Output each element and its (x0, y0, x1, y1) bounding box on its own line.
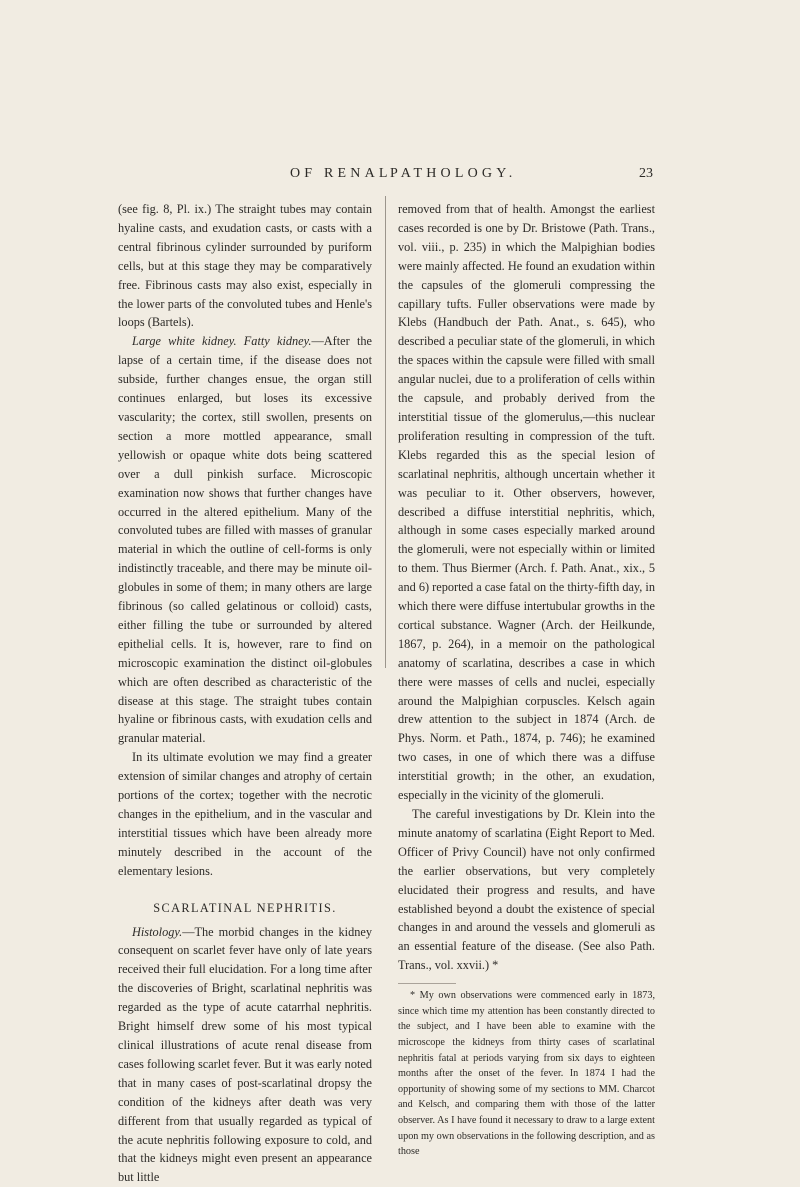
right-column (398, 200, 655, 1160)
section-heading: SCARLATINAL NEPHRITIS. (153, 900, 337, 915)
paragraph-body: —The morbid changes in the kidney consequent on scarlet fever have only of late years received their full elucidation. For a long time after the discoveries of Bright, scarlatinal nephritis was regarded as the type of acute catarrhal nephritis. Bright himself drew some of his most typical clinical illustrations of acute renal disease from cases following scarlet fever. But it was early noted that in many cases of post-scarlatinal dropsy the condition of the kidneys after death was very different from that usually regarded as typical of the acute nephritis following exposure to cold, and that the kidneys might even present an appearance but little (118, 924, 372, 1185)
paragraph: In its ultimate evolution we may find a greater extension of similar changes and atrophy of certain portions of the cortex; together with the necrotic changes in the epithelium, and in the vascular and interstitial tissues which have been already more minutely described in the account of the elementary lesions. (118, 750, 372, 878)
page-number: 23 (639, 166, 653, 181)
paragraph-lead: Histology. (132, 924, 183, 939)
paragraph-body: —After the lapse of a certain time, if the disease does not subside, further changes ensue, the organ still continues enlarged, but loses its excessive vascularity; the cortex, still swollen, presents on section a more mottled appearance, small yellowish or opaque white dots being scattered over a dull pinkish surface. Microscopic examination now shows that further changes have occurred in the altered epithelium. Many of the convoluted tubes are filled with masses of granular material in which the outline of cell-forms is only indistinctly traceable, and there may be minute oil-globules in some of them; in many others are large fibrinous (so called gelatinous or colloid) casts, either filling the tube or surrounded by altered epithelial cells. It is, however, rare to find on microscopic examination the distinct oil-globules which are often described as characteristic of the disease at this stage. The straight tubes contain hyaline or fibrinous casts, with exudation cells and granular material. (118, 334, 372, 746)
running-header-right: PATHOLOGY. (390, 166, 517, 181)
running-header-left: OF RENAL (290, 166, 392, 181)
footnote-rule (398, 983, 456, 984)
paragraph: removed from that of health. Amongst the earliest cases recorded is one by Dr. Bristowe (Path. Trans., vol. viii., p. 235) in which the Malpighian bodies were mainly affected. He found an exudation within the capsules of the glomeruli compressing the capillary tufts. Fuller observations were made by Klebs (Handbuch der Path. Anat., s. 645), who described a peculiar state of the glomeruli, in which the spaces within the capsule were filled with small angular nuclei, due to a proliferation of cells within the capsule, and probably derived from the interstitial tissue of the glomerulus,—this nuclear proliferation resulting in compression of the tuft. Klebs regarded this as the special lesion of scarlatinal nephritis, although uncertain whether it was peculiar to it. Other observers, however, described a diffuse interstitial nephritis, which, although in some cases especially marked around the glomeruli, were not especially within or limited to them. Thus Biermer (Arch. f. Path. Anat., xix., 5 and 6) reported a case fatal on the thirty-fifth day, in which there were diffuse intertubular growths in the cortical substance. Wagner (Arch. der Heilkunde, 1867, p. 264), in a memoir on the pathological anatomy of scarlatina, describes a case in which there were masses of cells and nuclei, especially around the Malpighian corpuscles. Kelsch again drew attention to the subject in 1874 (Arch. de Phys. Norm. et Path., 1874, p. 746); he examined two cases, in one of which there was a diffuse interstitial growth; in the other, an exudation, especially in the vicinity of the glomeruli. (398, 202, 655, 803)
paragraph (118, 332, 372, 748)
paragraph (118, 923, 372, 1187)
paragraph-lead: Large white kidney. Fatty kidney. (132, 334, 312, 349)
footnote: * My own observations were commenced early in 1873, since which time my attention has been constantly directed to the subject, and I have been able to examine with the microscope the kidneys from thirty cases of scarlatinal nephritis fatal at periods varying from six days to eighteen months after the onset of the fever. In 1874 I had the opportunity of showing some of my sections to MM. Charcot and Kelsch, and comparing them with those of the latter observer. As I have found it necessary to draw to a large extent upon my own observations in the following description, and as those (398, 990, 655, 1158)
paragraph: (see fig. 8, Pl. ix.) The straight tubes may contain hyaline casts, and exudation casts, or casts with a central fibrinous cylinder surrounded by puriform cells, but at this stage they may be comparatively free. Fibrinous casts may also exist, especially in the lower parts of the convoluted tubes and Henle's loops (Bartels). (118, 202, 372, 330)
paragraph: The careful investigations by Dr. Klein into the minute anatomy of scarlatina (Eight Report to Med. Officer of Privy Council) have not only confirmed the earlier observations, but very completely elucidated their progress and results, and have established beyond a doubt the existence of special changes in and around the vessels and glomeruli as an essential feature of the disease. (See also Path. Trans., vol. xxvii.) * (398, 807, 655, 973)
left-column (118, 200, 372, 1187)
column-divider (385, 196, 386, 668)
